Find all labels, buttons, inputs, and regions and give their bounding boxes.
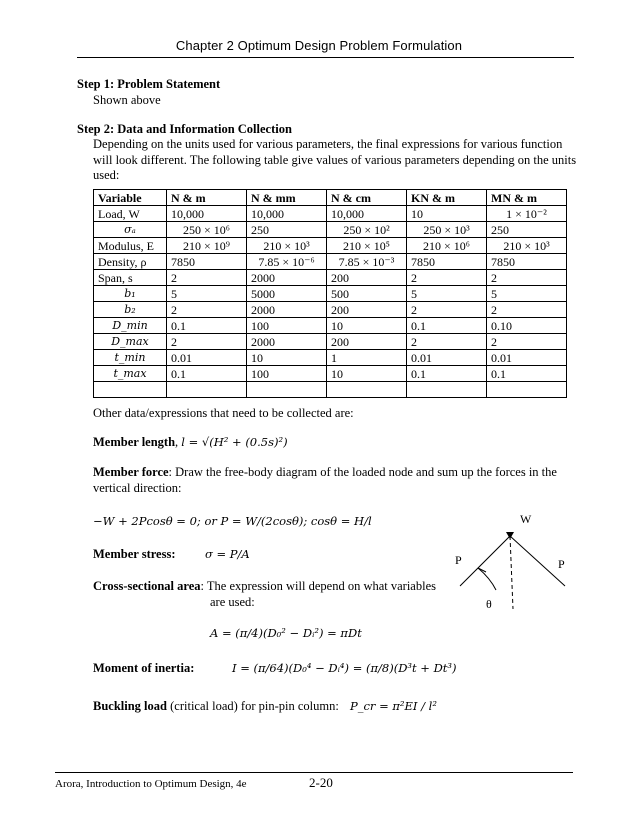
row-label: σₐ <box>94 222 167 238</box>
table-cell: 5 <box>407 286 487 302</box>
member-length-formula: l = √(H² + (0.5s)²) <box>181 435 288 449</box>
table-cell: 0.01 <box>407 350 487 366</box>
header-cell: N & m <box>167 190 247 206</box>
table-cell: 0.1 <box>487 366 567 382</box>
table-cell <box>94 382 167 398</box>
member-length-line <box>93 434 288 450</box>
table-header-row <box>94 190 567 206</box>
step2-line2: will look different. The following table give values of various parameters depending on the units <box>93 153 577 167</box>
table-cell: 10 <box>247 350 327 366</box>
member-left-line <box>460 536 510 586</box>
table-row <box>94 350 567 366</box>
table-cell: 1 × 10⁻² <box>487 206 567 222</box>
table-cell: 10,000 <box>167 206 247 222</box>
table-cell: 100 <box>247 366 327 382</box>
table-row <box>94 334 567 350</box>
footer-book: Arora, Introduction to Optimum Design, 4e <box>55 778 247 790</box>
row-label: Density, ρ <box>94 254 167 270</box>
step1-body: Shown above <box>93 93 161 107</box>
table-cell: 2 <box>487 334 567 350</box>
table-row <box>94 238 567 254</box>
table-cell: 250 × 10² <box>327 222 407 238</box>
member-force-line <box>93 464 557 480</box>
table-cell: 100 <box>247 318 327 334</box>
table-cell: 2 <box>407 302 487 318</box>
header-cell: MN & m <box>487 190 567 206</box>
header-cell: N & cm <box>327 190 407 206</box>
vertical-dashed-line <box>510 536 513 609</box>
table-cell: 200 <box>327 302 407 318</box>
member-stress-formula: σ = P/A <box>205 547 250 561</box>
table-row <box>94 270 567 286</box>
moment-formula: I = (π/64)(D₀⁴ − Dᵢ⁴) = (π/8)(D³t + Dt³) <box>232 661 457 675</box>
table-cell <box>167 382 247 398</box>
table-cell: 2000 <box>247 270 327 286</box>
header-cell: N & mm <box>247 190 327 206</box>
table-cell <box>487 382 567 398</box>
table-cell: 210 × 10⁵ <box>327 238 407 254</box>
table-cell: 500 <box>327 286 407 302</box>
other-data-text: Other data/expressions that need to be collected are: <box>93 406 354 420</box>
label-p-left: P <box>455 553 462 567</box>
header-cell: KN & m <box>407 190 487 206</box>
table-row <box>94 366 567 382</box>
table-cell <box>247 382 327 398</box>
table-cell: 2 <box>407 334 487 350</box>
table-cell: 0.1 <box>167 318 247 334</box>
table-cell: 5 <box>167 286 247 302</box>
table-cell: 0.1 <box>407 366 487 382</box>
member-force-text: : Draw the free-body diagram of the loaded node and sum up the forces in the <box>168 465 557 479</box>
page-header: Chapter 2 Optimum Design Problem Formulation <box>175 38 463 53</box>
table-cell: 1 <box>327 350 407 366</box>
table-cell: 0.1 <box>407 318 487 334</box>
member-force-formula: −W + 2Pcosθ = 0; or P = W/(2cosθ); cosθ = H/l <box>93 514 372 528</box>
table-cell: 0.10 <box>487 318 567 334</box>
table-row <box>94 222 567 238</box>
table-cell: 10,000 <box>247 206 327 222</box>
table-cell: 250 × 10³ <box>407 222 487 238</box>
label-w: W <box>520 512 532 526</box>
table-cell: 2 <box>487 270 567 286</box>
table-cell: 2000 <box>247 302 327 318</box>
table-row-empty <box>94 382 567 398</box>
row-label: t_min <box>94 350 167 366</box>
table-row <box>94 286 567 302</box>
table-cell: 2 <box>167 270 247 286</box>
table-cell: 7850 <box>407 254 487 270</box>
table-cell: 10 <box>327 318 407 334</box>
header-rule <box>77 57 574 58</box>
buckling-label: Buckling load <box>93 699 167 713</box>
member-force-line2: vertical direction: <box>93 481 182 495</box>
member-stress-label: Member stress: <box>93 547 176 561</box>
step2-heading: Step 2: Data and Information Collection <box>77 122 292 136</box>
table-cell: 2 <box>167 302 247 318</box>
table-cell: 5 <box>487 286 567 302</box>
table-cell: 250 × 10⁶ <box>167 222 247 238</box>
label-theta: θ <box>486 597 492 611</box>
label-p-right: P <box>558 557 565 571</box>
member-right-line <box>510 536 565 586</box>
row-label: D_max <box>94 334 167 350</box>
table-row <box>94 254 567 270</box>
theta-arc <box>478 568 496 590</box>
table-cell: 0.01 <box>167 350 247 366</box>
free-body-diagram <box>440 506 580 616</box>
table-cell: 2000 <box>247 334 327 350</box>
buckling-text: (critical load) for pin-pin column: <box>167 699 339 713</box>
footer-rule <box>55 772 573 773</box>
table-cell: 7.85 × 10⁻⁶ <box>247 254 327 270</box>
table-cell: 0.01 <box>487 350 567 366</box>
table-cell: 250 <box>247 222 327 238</box>
table-cell: 250 <box>487 222 567 238</box>
header-cell: Variable <box>94 190 167 206</box>
row-label: t_max <box>94 366 167 382</box>
table-cell: 2 <box>167 334 247 350</box>
cross-section-line <box>93 578 436 594</box>
cross-section-formula: A = (π/4)(D₀² − Dᵢ²) = πDt <box>210 626 362 640</box>
table-cell: 2 <box>407 270 487 286</box>
step2-line3: used: <box>93 168 120 182</box>
member-force-label: Member force <box>93 465 169 479</box>
table-cell: 200 <box>327 334 407 350</box>
table-row <box>94 302 567 318</box>
table-row <box>94 318 567 334</box>
table-cell: 10,000 <box>327 206 407 222</box>
table-cell: 200 <box>327 270 407 286</box>
cross-section-label: Cross-sectional area <box>93 579 201 593</box>
row-label: Modulus, E <box>94 238 167 254</box>
table-cell <box>407 382 487 398</box>
cross-section-line2: are used: <box>210 595 255 609</box>
table-cell: 210 × 10³ <box>247 238 327 254</box>
member-length-label: Member length <box>93 435 176 449</box>
table-cell: 7.85 × 10⁻³ <box>327 254 407 270</box>
table-cell: 7850 <box>487 254 567 270</box>
cross-section-text: : The expression will depend on what variables <box>200 579 436 593</box>
table-cell: 10 <box>407 206 487 222</box>
row-label: Span, s <box>94 270 167 286</box>
row-label: D_min <box>94 318 167 334</box>
table-cell <box>327 382 407 398</box>
member-length-sep: , <box>175 435 182 449</box>
row-label: b₁ <box>94 286 167 302</box>
table-row <box>94 206 567 222</box>
step1-heading: Step 1: Problem Statement <box>77 77 221 91</box>
buckling-line <box>93 698 339 714</box>
table-cell: 5000 <box>247 286 327 302</box>
footer-page-number: 2-20 <box>309 775 333 790</box>
table-cell: 210 × 10³ <box>487 238 567 254</box>
buckling-formula: P_cr = π²EI / l² <box>350 699 437 713</box>
moment-label: Moment of inertia: <box>93 661 195 675</box>
table-cell: 10 <box>327 366 407 382</box>
table-cell: 210 × 10⁶ <box>407 238 487 254</box>
table-cell: 7850 <box>167 254 247 270</box>
table-cell: 210 × 10⁹ <box>167 238 247 254</box>
table-cell: 2 <box>487 302 567 318</box>
step2-line1: Depending on the units used for various parameters, the final expressions for various function <box>93 137 563 151</box>
table-cell: 0.1 <box>167 366 247 382</box>
row-label: b₂ <box>94 302 167 318</box>
row-label: Load, W <box>94 206 167 222</box>
units-table <box>93 189 567 398</box>
